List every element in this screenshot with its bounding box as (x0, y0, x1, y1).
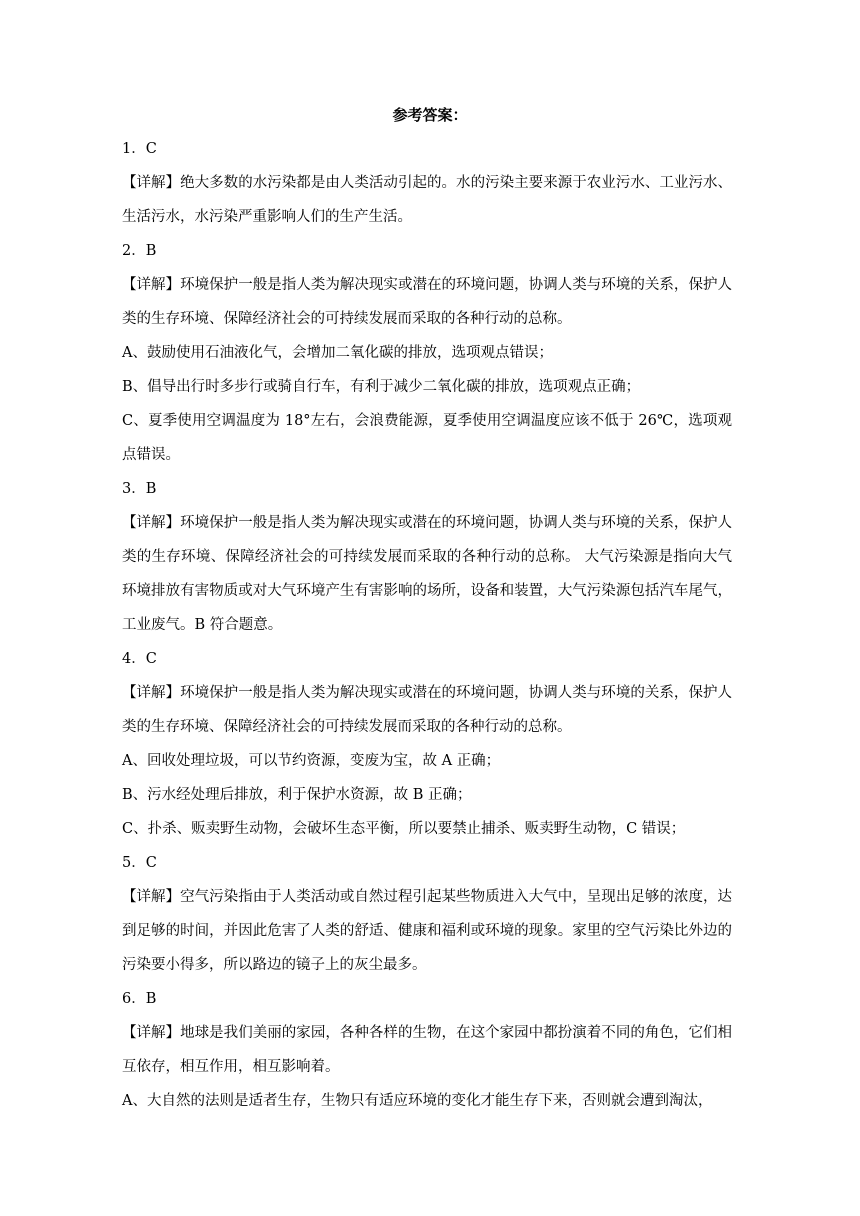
answer-option-line: A、大自然的法则是适者生存，生物只有适应环境的变化才能生存下来，否则就会遭到淘汰， (122, 1093, 713, 1109)
answer-option-line: A、回收处理垃圾，可以节约资源，变废为宝，故 A 正确； (122, 753, 501, 769)
answer-explanation: 【详解】环境保护一般是指人类为解决现实或潜在的环境问题，协调人类与环境的关系，保护人类的生存环境、保障经济社会的可持续发展而采取的各种行动的总称。 (122, 277, 732, 327)
answer-explanation: 【详解】绝大多数的水污染都是由人类活动引起的。水的污染主要来源于农业污水、工业污水、生活污水，水污染严重影响人们的生产生活。 (122, 175, 732, 225)
answer-option-line: C、扑杀、贩卖野生动物，会破坏生态平衡，所以要禁止捕杀、贩卖野生动物，C 错误； (122, 821, 686, 837)
answer-list (122, 132, 732, 1118)
answer-number: 4．C (122, 651, 157, 667)
answer-number: 2．B (122, 243, 157, 259)
answer-explanation: 【详解】空气污染指由于人类活动或自然过程引起某些物质进入大气中，呈现出足够的浓度，达到足够的时间，并因此危害了人类的舒适、健康和福利或环境的现象。家里的空气污染比外边的污染要小得多，所以路边的镜子上的灰尘最多。 (122, 889, 732, 973)
page-title: 参考答案： (392, 106, 468, 124)
answer-option-line: B、污水经处理后排放，利于保护水资源，故 B 正确； (122, 787, 472, 803)
answer-explanation: 【详解】地球是我们美丽的家园，各种各样的生物，在这个家园中都扮演着不同的角色，它们相互依存，相互作用，相互影响着。 (122, 1025, 732, 1075)
answer-option-line: A、鼓励使用石油液化气，会增加二氧化碳的排放，选项观点错误； (122, 345, 553, 361)
answer-option-line: C、夏季使用空调温度为 18°左右，会浪费能源，夏季使用空调温度应该不低于 26℃，选项观点错误。 (122, 413, 732, 463)
answer-option-line: B、倡导出行时多步行或骑自行车，有利于减少二氧化碳的排放，选项观点正确； (122, 379, 641, 395)
answer-number: 6．B (122, 991, 157, 1007)
answer-number: 5．C (122, 855, 157, 871)
answer-explanation: 【详解】环境保护一般是指人类为解决现实或潜在的环境问题，协调人类与环境的关系，保护人类的生存环境、保障经济社会的可持续发展而采取的各种行动的总称。 大气污染源是指向大气环境排放有害物质或对大气环境产生有害影响的场所，设备和装置，大气污染源包括汽车尾气，工业废气。B 符合题意。 (122, 515, 732, 633)
answer-explanation: 【详解】环境保护一般是指人类为解决现实或潜在的环境问题，协调人类与环境的关系，保护人类的生存环境、保障经济社会的可持续发展而采取的各种行动的总称。 (122, 685, 732, 735)
answer-number: 3．B (122, 481, 157, 497)
answer-number: 1．C (122, 141, 157, 157)
